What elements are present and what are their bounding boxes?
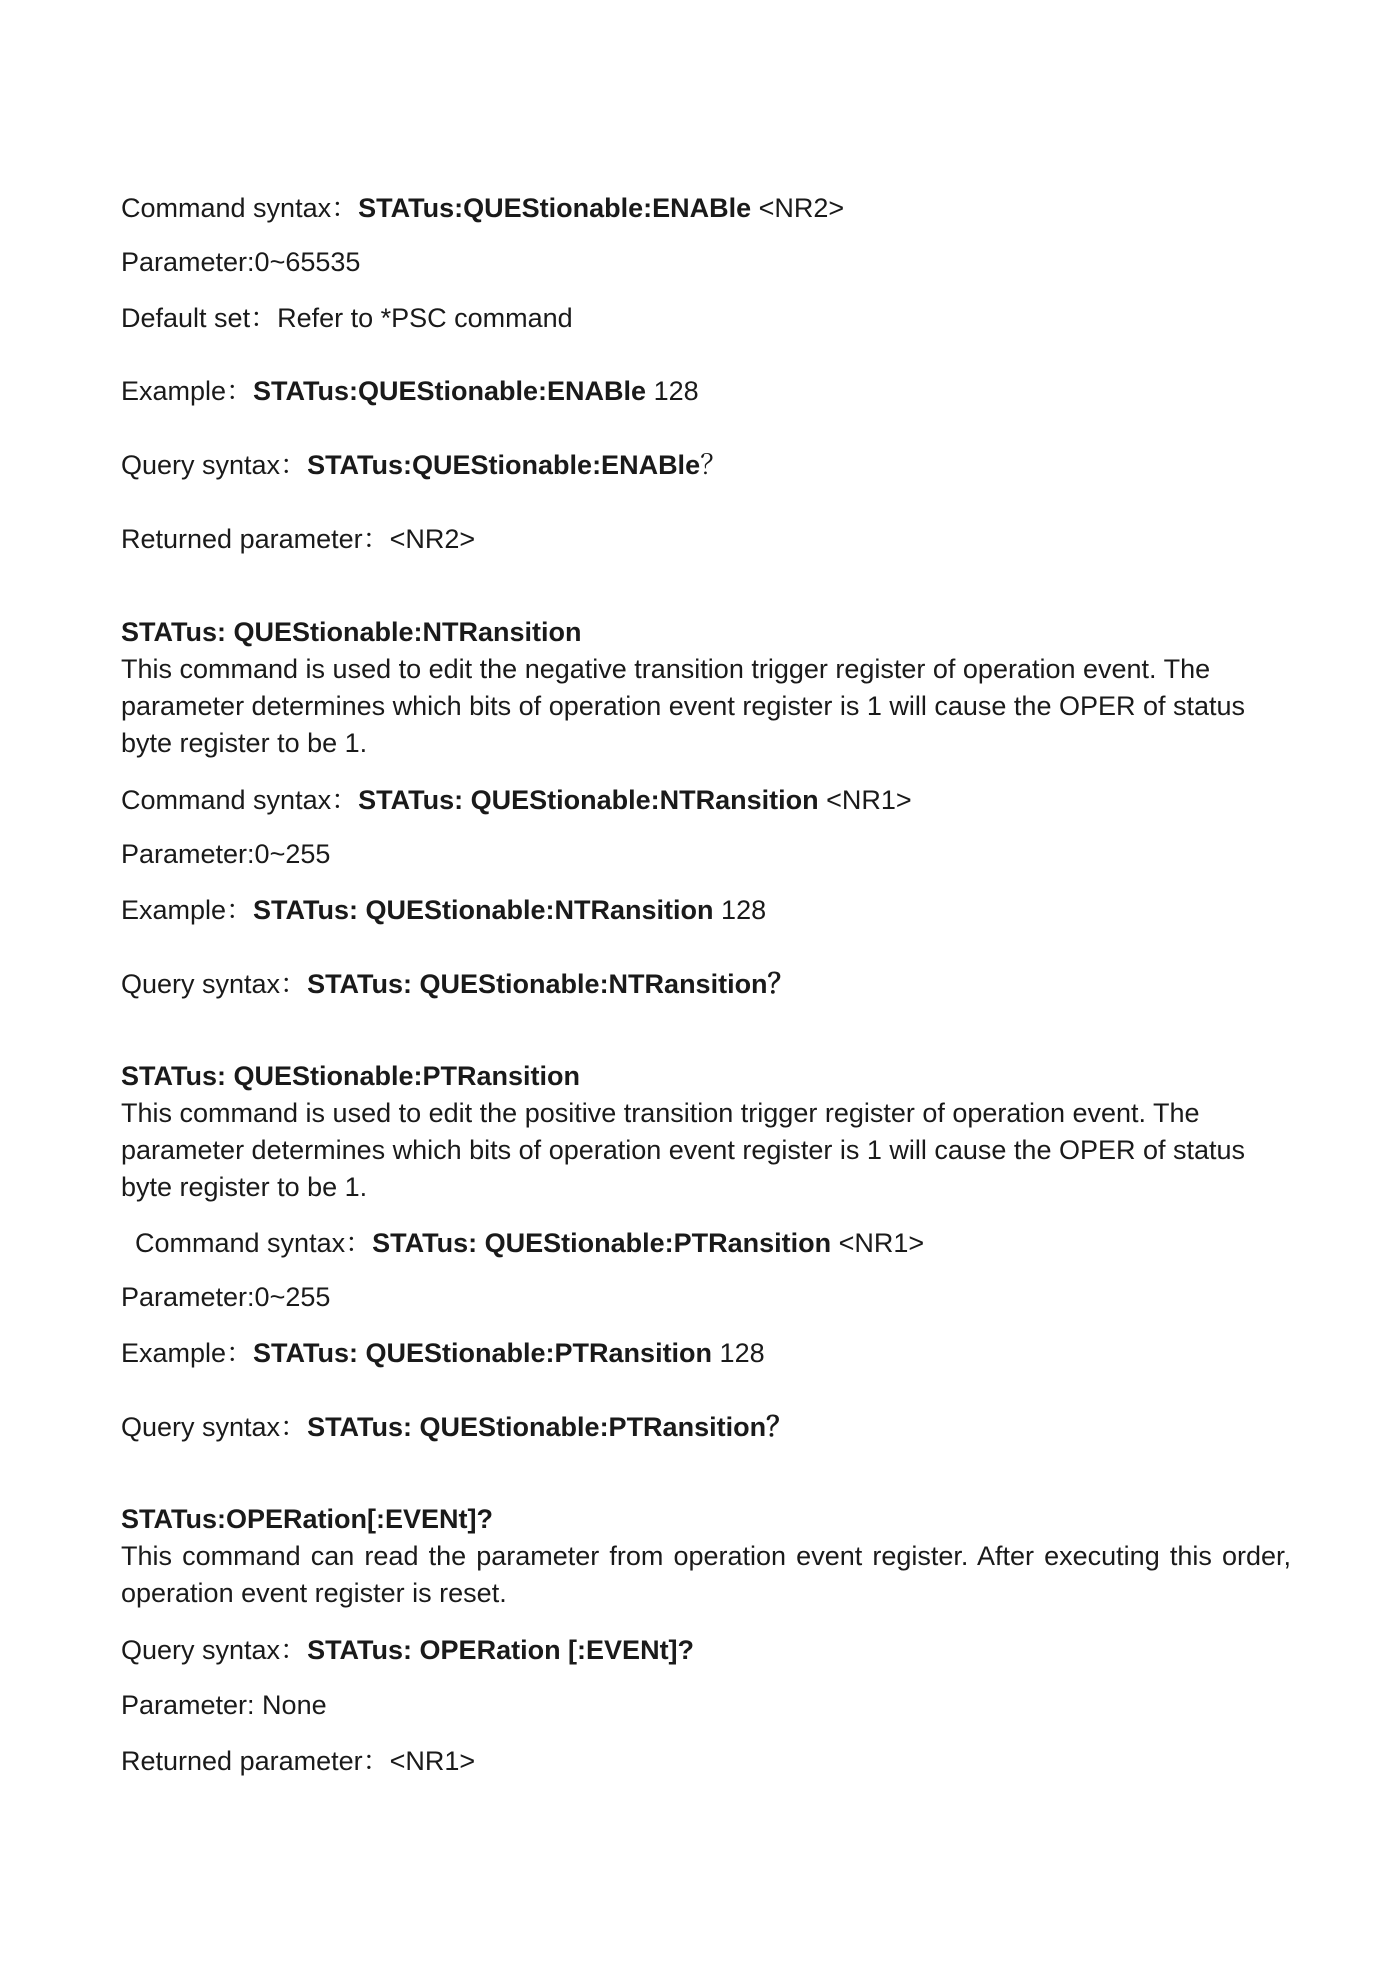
ntransition-heading: STATus: QUEStionable:NTRansition bbox=[121, 617, 582, 647]
ptransition-command-syntax: Command syntax：STATus: QUEStionable:PTRansition <NR1> bbox=[135, 1228, 925, 1258]
ntransition-parameter: Parameter:0~255 bbox=[121, 839, 331, 869]
enable-default: Default set：Refer to *PSC command bbox=[121, 303, 573, 333]
operation-description: This command can read the parameter from operation event register. After executing this order, operation event register is reset. bbox=[121, 1541, 1291, 1608]
enable-command-syntax: Command syntax：STATus:QUEStionable:ENABle <NR2> bbox=[121, 193, 845, 223]
ptransition-heading: STATus: QUEStionable:PTRansition bbox=[121, 1061, 580, 1091]
enable-example: Example：STATus:QUEStionable:ENABle 128 bbox=[121, 376, 699, 406]
ptransition-parameter: Parameter:0~255 bbox=[121, 1282, 331, 1312]
enable-returned-parameter: Returned parameter：<NR2> bbox=[121, 524, 476, 554]
enable-command-name: STATus:QUEStionable:ENABle bbox=[358, 193, 752, 223]
ptransition-description: This command is used to edit the positive transition trigger register of operation event. The parameter determines which bits of operation event register is 1 will cause the OPER of status byte register to be 1. bbox=[121, 1098, 1246, 1202]
operation-returned-parameter: Returned parameter：<NR1> bbox=[121, 1746, 476, 1776]
ntransition-example: Example：STATus: QUEStionable:NTRansition 128 bbox=[121, 895, 767, 925]
ptransition-query-syntax: Query syntax：STATus: QUEStionable:PTRansition？ bbox=[121, 1412, 794, 1442]
operation-parameter: Parameter: None bbox=[121, 1690, 327, 1720]
enable-query-syntax: Query syntax：STATus:QUEStionable:ENABle？ bbox=[121, 450, 728, 480]
operation-query-syntax: Query syntax：STATus: OPERation [:EVENt]? bbox=[121, 1635, 695, 1665]
ntransition-description: This command is used to edit the negative transition trigger register of operation event. The parameter determines which bits of operation event register is 1 will cause the OPER of status byte register to be 1. bbox=[121, 654, 1246, 758]
ptransition-example: Example：STATus: QUEStionable:PTRansition 128 bbox=[121, 1338, 765, 1368]
ntransition-query-syntax: Query syntax：STATus: QUEStionable:NTRansition？ bbox=[121, 969, 795, 999]
operation-heading: STATus:OPERation[:EVENt]? bbox=[121, 1504, 493, 1534]
enable-parameter: Parameter:0~65535 bbox=[121, 247, 361, 277]
ntransition-command-syntax: Command syntax：STATus: QUEStionable:NTRansition <NR1> bbox=[121, 785, 912, 815]
